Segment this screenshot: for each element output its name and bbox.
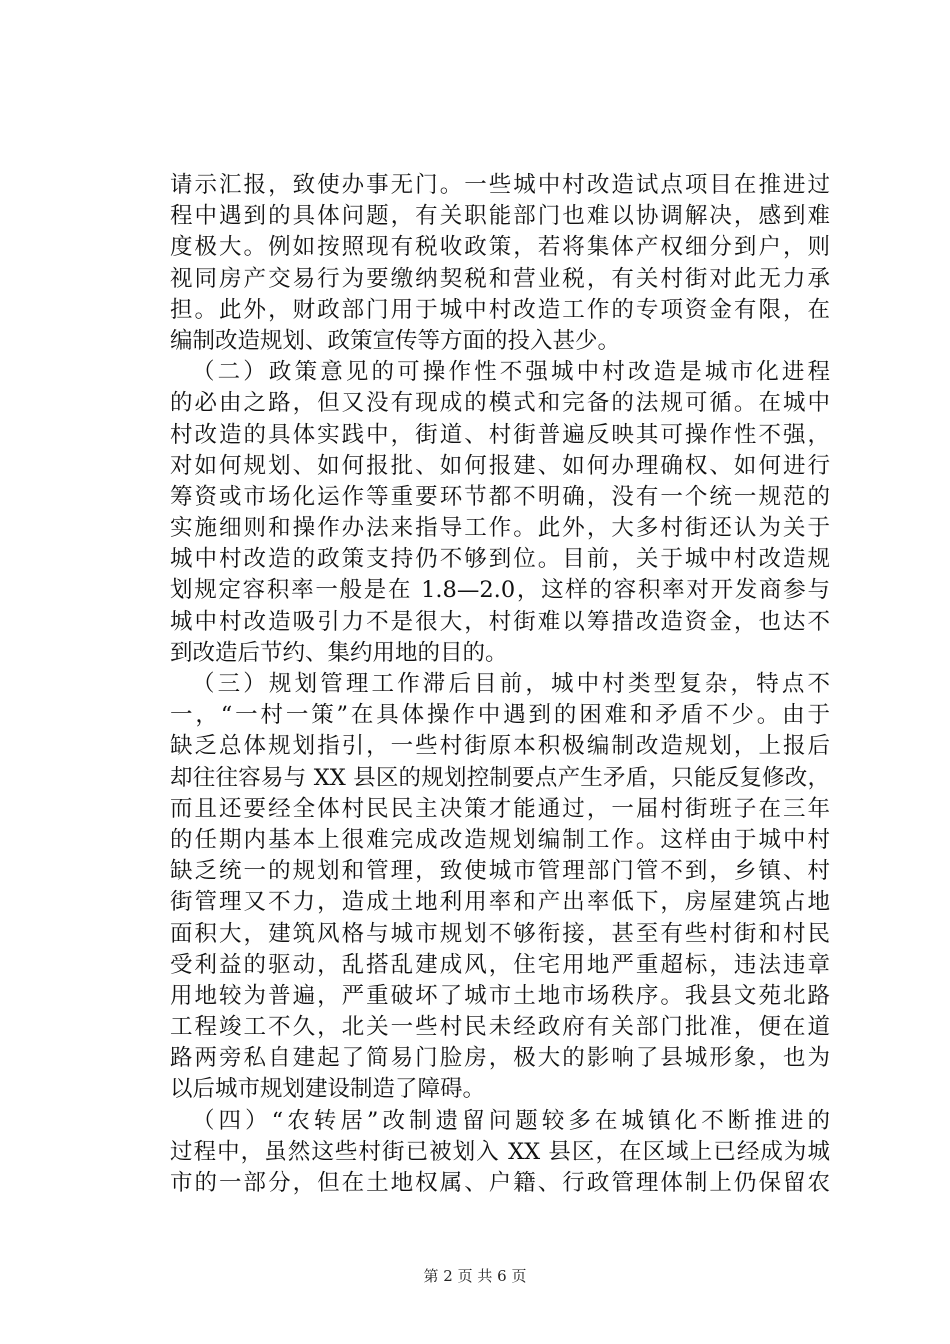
text-line: 度极大。例如按照现有税收政策，若将集体产权细分到户，则 — [170, 234, 830, 261]
document-body — [170, 170, 830, 1199]
text-line: 的任期内基本上很难完成改造规划编制工作。这样由于城中村 — [170, 826, 830, 853]
text-line: 缺乏总体规划指引，一些村街原本积极编制改造规划，上报后 — [170, 733, 830, 760]
text-line: 视同房产交易行为要缴纳契税和营业税，有关村街对此无力承 — [170, 265, 830, 292]
page-number-footer: 第 2 页 共 6 页 — [423, 1267, 527, 1285]
section-heading-line: （四）“农转居”改制遗留问题较多在城镇化不断推进的 — [192, 1107, 830, 1134]
text-line: 对如何规划、如何报批、如何报建、如何办理确权、如何进行 — [170, 452, 830, 479]
text-line: 的必由之路，但又没有现成的模式和完备的法规可循。在城中 — [170, 390, 830, 417]
text-line: 城中村改造吸引力不是很大，村街难以筹措改造资金，也达不 — [170, 608, 830, 635]
text-line: 村改造的具体实践中，街道、村街普遍反映其可操作性不强， — [170, 421, 830, 448]
text-line: 划规定容积率一般是在 1.8—2.0，这样的容积率对开发商参与 — [170, 577, 830, 604]
text-line: 用地较为普遍，严重破坏了城市土地市场秩序。我县文苑北路 — [170, 982, 830, 1009]
paragraph-end-line: 到改造后节约、集约用地的目的。 — [170, 639, 508, 666]
text-line: 路两旁私自建起了简易门脸房，极大的影响了县城形象，也为 — [170, 1045, 830, 1072]
section-heading-line: （二）政策意见的可操作性不强城中村改造是城市化进程 — [192, 359, 830, 386]
text-line: 街管理又不力，造成土地利用率和产出率低下，房屋建筑占地 — [170, 889, 830, 916]
paragraph-end-line: 以后城市规划建设制造了障碍。 — [170, 1076, 486, 1103]
text-line: 工程竣工不久，北关一些村民未经政府有关部门批准，便在道 — [170, 1014, 830, 1041]
text-line: 筹资或市场化运作等重要环节都不明确，没有一个统一规范的 — [170, 483, 830, 510]
text-line: 请示汇报，致使办事无门。一些城中村改造试点项目在推进过 — [170, 172, 830, 198]
text-line: 市的一部分，但在土地权属、户籍、行政管理体制上仍保留农 — [170, 1170, 830, 1196]
text-line: 而且还要经全体村民民主决策才能通过，一届村街班子在三年 — [170, 795, 830, 822]
text-line: 实施细则和操作办法来指导工作。此外，大多村街还认为关于 — [170, 515, 830, 542]
text-line: 程中遇到的具体问题，有关职能部门也难以协调解决，感到难 — [170, 203, 830, 230]
text-line: 面积大，建筑风格与城市规划不够衔接，甚至有些村街和村民 — [170, 920, 830, 947]
section-heading-line: （三）规划管理工作滞后目前，城中村类型复杂，特点不 — [192, 671, 830, 697]
text-line: 过程中，虽然这些村街已被划入 XX 县区，在区域上已经成为城 — [170, 1138, 830, 1165]
text-line: 担。此外，财政部门用于城中村改造工作的专项资金有限，在 — [170, 296, 830, 323]
text-line: 缺乏统一的规划和管理，致使城市管理部门管不到，乡镇、村 — [170, 858, 830, 885]
text-line: 却往往容易与 XX 县区的规划控制要点产生矛盾，只能反复修改， — [170, 764, 830, 791]
text-line: 受利益的驱动，乱搭乱建成风，住宅用地严重超标，违法违章 — [170, 951, 830, 978]
paragraph-end-line: 编制改造规划、政策宣传等方面的投入甚少。 — [170, 327, 621, 354]
text-line: 城中村改造的政策支持仍不够到位。目前，关于城中村改造规 — [170, 546, 830, 573]
text-line: 一，“一村一策”在具体操作中遇到的困难和矛盾不少。由于 — [170, 702, 830, 729]
